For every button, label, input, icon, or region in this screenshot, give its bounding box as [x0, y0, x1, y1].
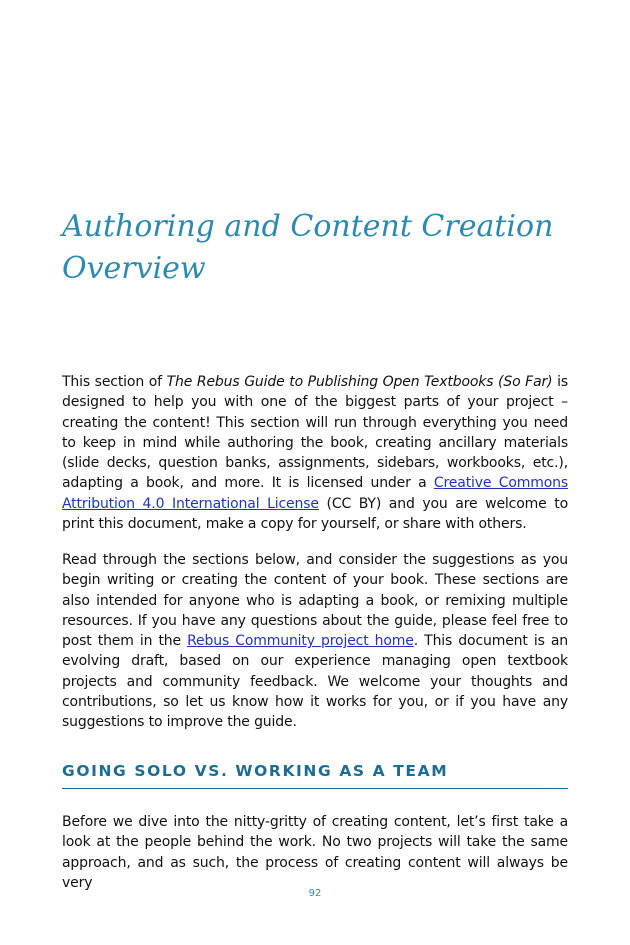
book-title: The Rebus Guide to Publishing Open Textbooks (So Far)	[166, 374, 553, 390]
guide-text-2: . This document is an evolving draft, based on our experience managing open textbook projects and community feedback. We welcome your thoughts and contributions, so let us know how it works for you, or if you have any suggestions to improve the guide.	[62, 633, 568, 731]
chapter-title-line-2: Overview	[62, 251, 206, 286]
team-paragraph: Before we dive into the nitty-gritty of creating content, let’s first take a look at the people behind the work. No two projects will take the same approach, and as such, the process of creating content will always be very	[62, 814, 568, 891]
chapter-title-line-1: Authoring and Content Creation	[62, 209, 554, 244]
intro-text-3: (CC BY) and you are welcome to print this document, make a copy for yourself, or share with others.	[62, 495, 569, 533]
intro-text-1: This section of	[62, 374, 167, 390]
guide-text-1: Read through the sections below, and consider the suggestions as you begin writing or creating the content of your book. These sections are also intended for anyone who is adapting a book, or remixing multiple resources. If you have any questions about the guide, please feel free to post them in the	[62, 552, 568, 650]
guide-paragraph	[62, 550, 568, 733]
intro-paragraph	[62, 372, 568, 534]
license-link[interactable]: Creative Commons Attribution 4.0 International License	[62, 475, 569, 512]
intro-text-2: is designed to help you with one of the biggest parts of your project – creating the content! This section will run through everything you need to keep in mind while authoring the book, creating ancillary materials (slide decks, question banks, assignments, sidebars, workbooks, etc.), adapting a book, and more. It is licensed under a	[62, 374, 568, 492]
community-link[interactable]: Rebus Community project home	[187, 633, 414, 650]
section-heading: GOING SOLO VS. WORKING AS A TEAM	[62, 762, 568, 789]
page-number: 92	[308, 888, 322, 899]
chapter-title	[62, 206, 572, 290]
